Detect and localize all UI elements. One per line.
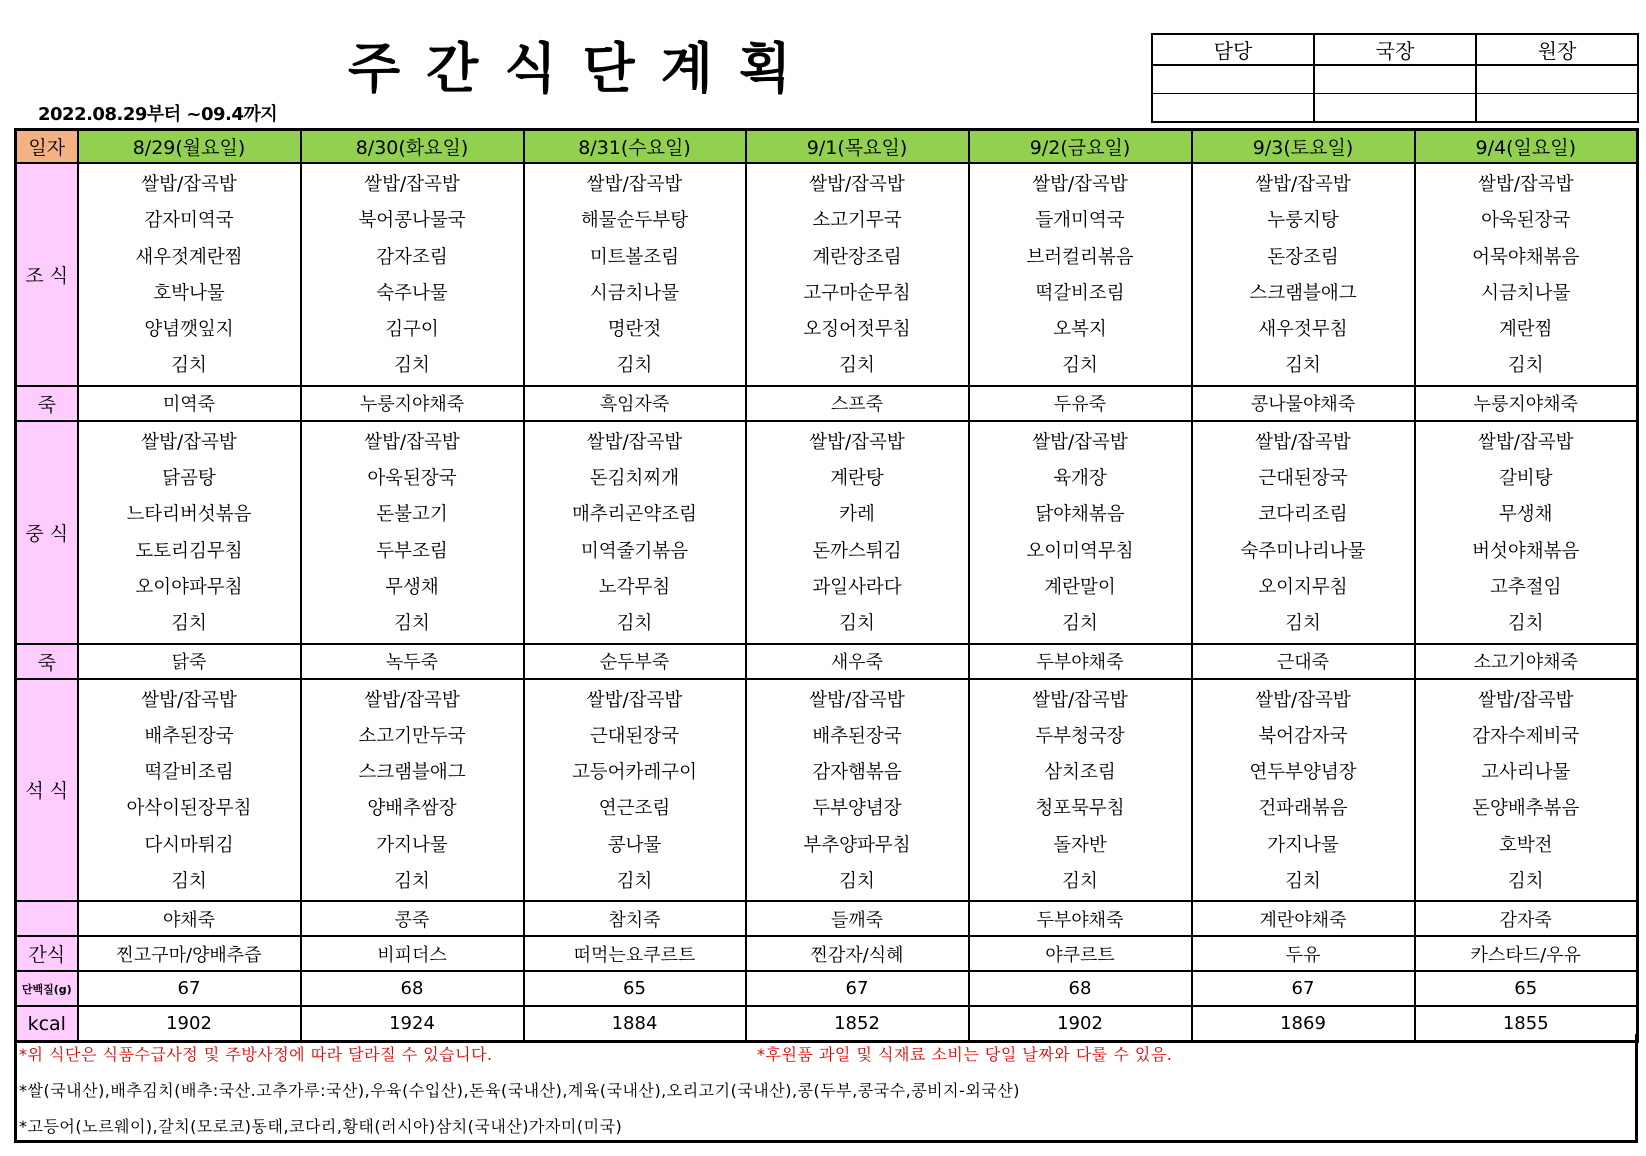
dish-item: 양념깻잎지 [144, 319, 234, 341]
day-header: 9/2(금요일) [969, 130, 1192, 164]
breakfast-row-cell [746, 163, 969, 386]
dish-item: 삼치조림 [1044, 762, 1116, 784]
notes-section [14, 1034, 1638, 1143]
lunch-row-cell [78, 421, 301, 644]
breakfast-porridge-row [16, 386, 1638, 421]
dinner-row [16, 679, 1638, 902]
dish-item: 누룽지탕 [1267, 210, 1339, 232]
dish-item: 감자햄볶음 [812, 762, 902, 784]
dish-item: 스크램블애그 [1249, 282, 1357, 304]
dinner-porridge-row-cell: 두부야채죽 [969, 901, 1192, 936]
breakfast-row-cell [78, 163, 301, 386]
dish-item: 육개장 [1053, 468, 1107, 490]
dish-item: 청포묵무침 [1035, 798, 1125, 820]
dinner-porridge-row-cell: 야채죽 [78, 901, 301, 936]
dish-item: 숙주미나리나물 [1240, 540, 1366, 562]
page-title: 주간식단계획 [348, 37, 817, 100]
kcal-row-label: kcal [16, 1006, 78, 1042]
dish-item: 다시마튀김 [144, 834, 234, 856]
dish-item: 김치 [1507, 355, 1544, 377]
dish-item: 쌀밥/잡곡밥 [1032, 689, 1128, 711]
approval-stamp-head [1476, 94, 1638, 123]
dish-item: 새우젓계란찜 [135, 246, 243, 268]
lunch-porridge-row-label: 죽 [16, 644, 78, 679]
dish-item: 연두부양념장 [1249, 762, 1357, 784]
dish-item: 김치 [171, 613, 207, 635]
protein-row-cell: 67 [78, 971, 301, 1006]
breakfast-porridge-row-cell: 누룽지야채죽 [301, 386, 524, 421]
dish-item: 과일사라다 [812, 576, 902, 598]
dish-item: 스크램블애그 [358, 762, 466, 784]
dish-item: 해물순두부탕 [580, 210, 689, 232]
protein-row-cell: 65 [1415, 971, 1638, 1006]
approval-header-manager: 담당 [1152, 34, 1314, 65]
dish-item: 미역줄기볶음 [580, 540, 689, 562]
dish-item: 북어감자국 [1258, 725, 1348, 747]
approval-stamp-director [1314, 94, 1476, 123]
lunch-porridge-row-cell: 닭죽 [78, 644, 301, 679]
approval-sign-manager [1152, 65, 1314, 94]
dish-item: 버섯야채볶음 [1472, 540, 1580, 562]
dish-item: 소고기무국 [812, 210, 902, 232]
protein-row-cell: 67 [746, 971, 969, 1006]
dish-item: 쌀밥/잡곡밥 [141, 174, 237, 195]
dish-item: 김치 [616, 355, 653, 377]
dish-item: 돈불고기 [376, 504, 448, 526]
lunch-porridge-row-cell: 순두부죽 [524, 644, 746, 679]
note-origin-meat: *쌀(국내산),배추김치(배추:국산.고추가루:국산),우육(수입산),돈육(국내산),계육(국내산),오리고기(국내산),콩(두부,콩국수,콩비지-외국산) [19, 1081, 1020, 1100]
dish-item: 김치 [616, 613, 653, 635]
weekly-menu-table [14, 128, 1639, 1043]
dish-item: 고추절임 [1490, 576, 1562, 598]
dish-item: 김치 [1507, 871, 1544, 893]
kcal-row-cell: 1852 [746, 1006, 969, 1042]
dish-item: 김치 [1062, 871, 1098, 893]
approval-table [1151, 33, 1639, 123]
dish-item: 명란젓 [607, 319, 662, 341]
dish-item: 쌀밥/잡곡밥 [1255, 174, 1351, 195]
dish-item: 김치 [616, 871, 653, 893]
dish-item: 연근조림 [598, 798, 671, 820]
snack-row-cell: 찐고구마/양배추즙 [78, 936, 301, 971]
snack-row-cell: 카스타드/우유 [1415, 936, 1638, 971]
lunch-row-label: 중 식 [16, 421, 78, 644]
dish-item: 돈양배추볶음 [1472, 798, 1580, 820]
dish-item: 김치 [1285, 355, 1321, 377]
dish-item: 쌀밥/잡곡밥 [586, 174, 683, 195]
dish-item: 쌀밥/잡곡밥 [141, 689, 237, 711]
dish-item: 소고기만두국 [358, 725, 466, 747]
kcal-row-cell: 1855 [1415, 1006, 1638, 1042]
dish-item: 고등어카레구이 [571, 762, 698, 784]
header-row [16, 130, 1638, 164]
dish-item: 아욱된장국 [1481, 210, 1571, 232]
lunch-porridge-row-cell: 두부야채죽 [969, 644, 1192, 679]
dish-item: 김구이 [385, 319, 439, 341]
dinner-porridge-row-cell: 참치죽 [524, 901, 746, 936]
dish-item: 가지나물 [1267, 834, 1339, 856]
dinner-row-cell [969, 679, 1192, 902]
dish-item: 미트볼조림 [589, 246, 680, 268]
dinner-porridge-row [16, 901, 1638, 936]
dish-item: 북어콩나물국 [358, 210, 466, 232]
dish-item: 오이미역무침 [1026, 540, 1134, 562]
dish-item: 배추된장국 [812, 725, 902, 747]
dish-item: 고사리나물 [1481, 762, 1571, 784]
dish-item: 근대된장국 [1258, 468, 1348, 490]
dish-item: 계란장조림 [812, 246, 902, 268]
lunch-porridge-row-cell: 근대죽 [1192, 644, 1415, 679]
dinner-porridge-row-label [16, 901, 78, 936]
dinner-porridge-row-cell: 계란야채죽 [1192, 901, 1415, 936]
dish-item: 돌자반 [1053, 834, 1107, 856]
lunch-row-cell [524, 421, 746, 644]
protein-row-label: 단백질(g) [16, 971, 78, 1006]
dish-item: 김치 [394, 871, 430, 893]
dish-item: 매추리곤약조림 [571, 504, 698, 526]
lunch-porridge-row-cell: 녹두죽 [301, 644, 524, 679]
snack-row-label: 간식 [16, 936, 78, 971]
dish-item: 쌀밥/잡곡밥 [1255, 431, 1351, 453]
dish-item: 부추양파무침 [803, 834, 911, 856]
lunch-row-cell [301, 421, 524, 644]
dish-item: 김치 [839, 871, 875, 893]
note-menu-change: *위 식단은 식품수급사정 및 주방사정에 따라 달라질 수 있습니다. [19, 1045, 493, 1064]
dish-item: 느타리버섯볶음 [126, 504, 252, 526]
dish-item: 김치 [839, 355, 875, 377]
lunch-row [16, 421, 1638, 644]
dish-item: 쌀밥/잡곡밥 [1032, 174, 1128, 195]
dish-item: 오이지무침 [1258, 576, 1348, 598]
breakfast-porridge-row-cell: 누룽지야채죽 [1415, 386, 1638, 421]
dish-item: 무생채 [1498, 504, 1553, 526]
dinner-porridge-row-cell: 들깨죽 [746, 901, 969, 936]
dish-item: 쌀밥/잡곡밥 [809, 689, 905, 711]
dish-item: 김치 [171, 355, 207, 377]
dish-item: 김치 [1285, 613, 1321, 635]
dinner-row-cell [1415, 679, 1638, 902]
dish-item: 쌀밥/잡곡밥 [1477, 431, 1574, 453]
dish-item: 쌀밥/잡곡밥 [141, 431, 237, 453]
dish-item: 계란말이 [1044, 576, 1116, 598]
dish-item: 떡갈비조림 [1035, 282, 1125, 304]
dinner-porridge-row-cell: 콩죽 [301, 901, 524, 936]
protein-row-cell: 67 [1192, 971, 1415, 1006]
dish-item: 두부조림 [376, 540, 448, 562]
dish-item: 감자조림 [376, 246, 448, 268]
approval-header-director: 국장 [1314, 34, 1476, 65]
lunch-row-cell [746, 421, 969, 644]
dish-item: 쌀밥/잡곡밥 [809, 174, 905, 195]
dish-item: 고구마순무침 [803, 282, 911, 304]
dish-item: 닭곰탕 [162, 468, 216, 490]
dish-item: 김치 [171, 871, 207, 893]
dish-item: 김치 [1062, 613, 1098, 635]
dish-item: 아욱된장국 [367, 468, 457, 490]
breakfast-porridge-row-cell: 흑임자죽 [524, 386, 746, 421]
dish-item: 들개미역국 [1035, 210, 1125, 232]
dish-item: 도토리김무침 [135, 540, 243, 562]
date-range: 2022.08.29부터 ~09.4까지 [38, 104, 278, 125]
dish-item: 김치 [1285, 871, 1321, 893]
breakfast-row [16, 163, 1638, 386]
snack-row-cell: 두유 [1192, 936, 1415, 971]
dish-item: 김치 [1062, 355, 1098, 377]
day-header: 9/3(토요일) [1192, 130, 1415, 164]
dish-item: 갈비탕 [1498, 468, 1553, 490]
dish-item: 돈까스튀김 [812, 540, 902, 562]
dish-item: 쌀밥/잡곡밥 [1477, 689, 1574, 711]
dish-item: 쌀밥/잡곡밥 [1032, 431, 1128, 453]
dish-item: 김치 [839, 613, 875, 635]
breakfast-porridge-row-cell: 콩나물야채죽 [1192, 386, 1415, 421]
snack-row-cell: 떠먹는요쿠르트 [524, 936, 746, 971]
dish-item: 두부양념장 [812, 798, 902, 820]
kcal-row-cell: 1902 [78, 1006, 301, 1042]
dinner-row-cell [524, 679, 746, 902]
breakfast-row-label: 조 식 [16, 163, 78, 386]
dish-item: 쌀밥/잡곡밥 [809, 431, 905, 453]
snack-row-cell: 찐감자/식혜 [746, 936, 969, 971]
kcal-row-cell: 1884 [524, 1006, 746, 1042]
dish-item: 어묵야채볶음 [1472, 246, 1580, 268]
dish-item: 김치 [1507, 613, 1544, 635]
dish-item: 쌀밥/잡곡밥 [364, 174, 460, 195]
lunch-porridge-row-cell: 소고기야채죽 [1415, 644, 1638, 679]
dish-item: 쌀밥/잡곡밥 [364, 431, 460, 453]
dish-item: 호박나물 [153, 282, 225, 304]
dish-item: 아삭이된장무침 [126, 798, 252, 820]
dish-item: 새우젓무침 [1258, 319, 1348, 341]
protein-row [16, 971, 1638, 1006]
kcal-row-cell: 1924 [301, 1006, 524, 1042]
dinner-porridge-row-cell: 감자죽 [1415, 901, 1638, 936]
day-header: 9/1(목요일) [746, 130, 969, 164]
note-donation: *후원품 과일 및 식재료 소비는 당일 날짜와 다룰 수 있음. [757, 1045, 1173, 1064]
dish-item: 쌀밥/잡곡밥 [1477, 174, 1574, 195]
lunch-row-cell [1415, 421, 1638, 644]
dish-item: 김치 [394, 613, 430, 635]
dish-item: 오복지 [1053, 319, 1107, 341]
dish-item: 오이야파무침 [135, 576, 243, 598]
dinner-row-label: 석 식 [16, 679, 78, 902]
dish-item: 건파래볶음 [1258, 798, 1348, 820]
dish-item: 쌀밥/잡곡밥 [1255, 689, 1351, 711]
breakfast-row-cell [1415, 163, 1638, 386]
dish-item: 근대된장국 [589, 725, 680, 747]
snack-row-cell: 야쿠르트 [969, 936, 1192, 971]
breakfast-row-cell [301, 163, 524, 386]
dinner-row-cell [301, 679, 524, 902]
protein-row-cell: 68 [969, 971, 1192, 1006]
breakfast-porridge-row-cell: 미역죽 [78, 386, 301, 421]
lunch-row-cell [969, 421, 1192, 644]
breakfast-row-cell [969, 163, 1192, 386]
dish-item: 두부청국장 [1035, 725, 1125, 747]
dish-item: 김치 [394, 355, 430, 377]
dinner-row-cell [746, 679, 969, 902]
dish-item: 콩나물 [607, 834, 662, 856]
day-header: 8/29(월요일) [78, 130, 301, 164]
breakfast-porridge-row-cell: 두유죽 [969, 386, 1192, 421]
dish-item: 떡갈비조림 [144, 762, 234, 784]
dish-item: 카레 [839, 504, 875, 526]
lunch-porridge-row-cell: 새우죽 [746, 644, 969, 679]
dish-item: 오징어젓무침 [803, 319, 911, 341]
breakfast-porridge-row-cell: 스프죽 [746, 386, 969, 421]
breakfast-row-cell [524, 163, 746, 386]
date-label: 일자 [16, 130, 78, 164]
approval-header-head: 원장 [1476, 34, 1638, 65]
day-header: 9/4(일요일) [1415, 130, 1638, 164]
dish-item: 브러컬리볶음 [1026, 246, 1134, 268]
day-header: 8/31(수요일) [524, 130, 746, 164]
approval-stamp-manager [1152, 94, 1314, 123]
dish-item: 쌀밥/잡곡밥 [586, 431, 683, 453]
dinner-row-cell [1192, 679, 1415, 902]
dish-item: 호박전 [1498, 834, 1553, 856]
dish-item: 쌀밥/잡곡밥 [364, 689, 460, 711]
snack-row-cell: 비피더스 [301, 936, 524, 971]
approval-sign-head [1476, 65, 1638, 94]
snack-row [16, 936, 1638, 971]
dish-item: 노각무침 [598, 576, 671, 598]
lunch-porridge-row [16, 644, 1638, 679]
dish-item: 감자수제비국 [1472, 725, 1580, 747]
day-header: 8/30(화요일) [301, 130, 524, 164]
dish-item: 감자미역국 [144, 210, 234, 232]
dish-item: 쌀밥/잡곡밥 [586, 689, 683, 711]
dish-item: 시금치나물 [589, 282, 680, 304]
protein-row-cell: 68 [301, 971, 524, 1006]
dish-item: 시금치나물 [1481, 282, 1571, 304]
dish-item: 돈장조림 [1267, 246, 1339, 268]
dinner-row-cell [78, 679, 301, 902]
breakfast-row-cell [1192, 163, 1415, 386]
dish-item: 무생채 [385, 576, 439, 598]
kcal-row-cell: 1902 [969, 1006, 1192, 1042]
breakfast-porridge-row-label: 죽 [16, 386, 78, 421]
dish-item: 계란찜 [1498, 319, 1553, 341]
dish-item: 가지나물 [376, 834, 448, 856]
dish-item: 양배추쌈장 [367, 798, 457, 820]
dish-item: 계란탕 [830, 468, 884, 490]
protein-row-cell: 65 [524, 971, 746, 1006]
dish-item: 코다리조림 [1258, 504, 1348, 526]
dish-item: 배추된장국 [144, 725, 234, 747]
dish-item: 돈김치찌개 [589, 468, 680, 490]
note-origin-fish: *고등어(노르웨이),갈치(모로코)동태,코다리,황태(러시아)삼치(국내산)가자미(미국) [19, 1117, 623, 1136]
lunch-row-cell [1192, 421, 1415, 644]
dish-item: 닭야채볶음 [1035, 504, 1125, 526]
dish-item: 숙주나물 [376, 282, 448, 304]
approval-sign-director [1314, 65, 1476, 94]
kcal-row-cell: 1869 [1192, 1006, 1415, 1042]
